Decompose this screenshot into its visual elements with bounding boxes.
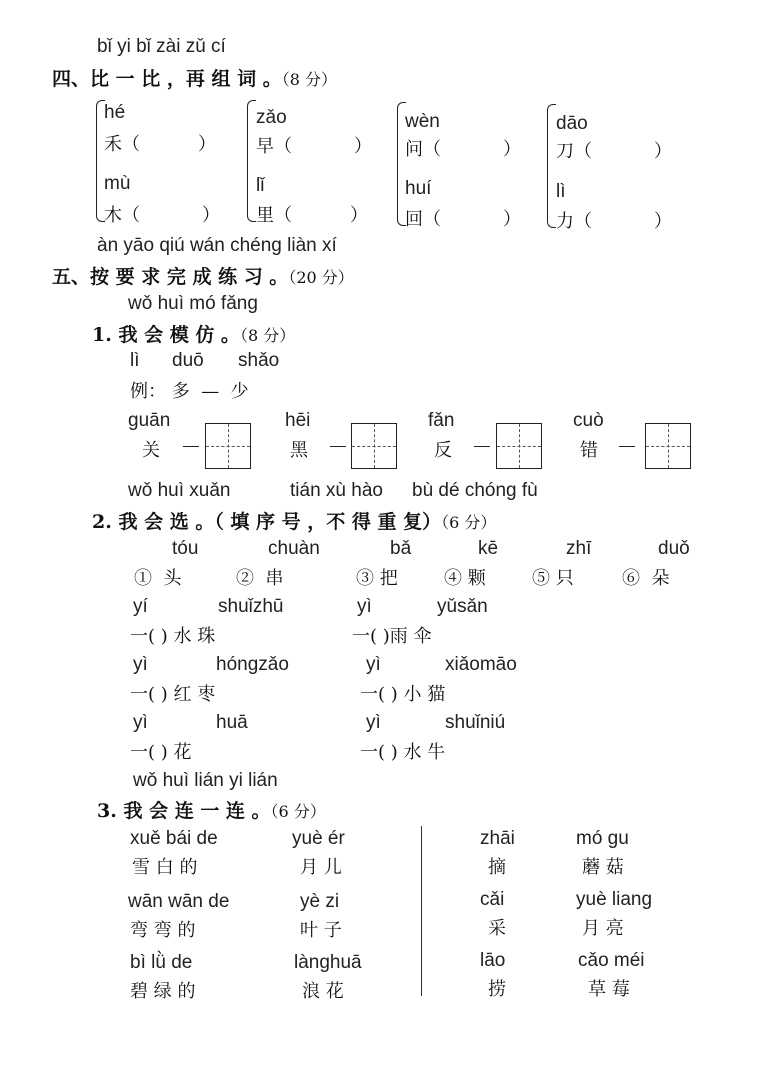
link-left-1-pinyin-1: xuě bái de (130, 828, 218, 849)
q2-title (92, 507, 496, 534)
paren: ） (654, 141, 672, 162)
option-4-mark: ④ (444, 568, 462, 589)
link-left-1-pinyin-2: yuè ér (292, 828, 345, 849)
q3-title (97, 796, 326, 823)
paren: ） (350, 205, 368, 226)
row-3-right-pinyin-2: shuǐniú (445, 712, 506, 733)
option-4-pinyin: kē (478, 538, 499, 559)
q3-score: （6 分） (270, 802, 326, 821)
paren: ） (503, 209, 521, 230)
group-3-b-item (405, 205, 521, 231)
row-3-left-pinyin-2: huā (216, 712, 248, 733)
example-label: 例： (130, 381, 166, 402)
link-right-1-pinyin-2: mó gu (576, 828, 629, 849)
group-1-a-item (104, 130, 216, 156)
option-2-char: 串 (265, 568, 284, 589)
example-pinyin-2: duō (172, 350, 204, 371)
link-right-2-pinyin-2: yuè liang (576, 889, 653, 910)
paren: （ (574, 141, 592, 162)
group-1-b-char: 木 (104, 205, 122, 226)
s4-score: （8 分） (281, 70, 337, 89)
option-2 (236, 564, 283, 590)
row-2-right-blank[interactable]: 一( ) 小 猫 (360, 684, 446, 705)
row-3-left-pinyin-1: yì (133, 712, 148, 733)
row-2-left-pinyin-2: hóngzǎo (216, 654, 289, 675)
q1-title (92, 320, 295, 347)
group-3-a-char: 问 (405, 139, 423, 160)
paren: ） (654, 211, 672, 232)
option-3 (356, 564, 398, 590)
dash (474, 446, 490, 447)
link-right-3-pinyin-1: lāo (480, 950, 506, 971)
row-3-right-pinyin-1: yì (366, 712, 381, 733)
answer-box[interactable] (645, 423, 691, 469)
example-pinyin-1: lì (130, 350, 140, 371)
row-1-left-pinyin-1: yí (133, 596, 148, 617)
row-1-left-blank[interactable]: 一( ) 水 珠 (130, 626, 216, 647)
link-left-3-pinyin-2: lànghuā (294, 952, 362, 973)
s5-pinyin: àn yāo qiú wán chéng liàn xí (97, 235, 337, 256)
link-right-1-pinyin-1: zhāi (480, 828, 515, 849)
s5-title (52, 262, 354, 289)
q3-number: 3. (97, 800, 117, 822)
q3-title-text: 我 会 连 一 连 。 (123, 800, 271, 822)
row-1-right-blank[interactable]: 一( )雨 伞 (352, 626, 432, 647)
link-left-2-word-1[interactable]: 弯 弯 的 (130, 920, 196, 941)
q2-title-text: 我 会 选 。（ 填 序 号 ，不 得 重 复） (118, 511, 442, 533)
group-2-a-char: 早 (256, 136, 274, 157)
option-6-pinyin: duǒ (658, 538, 690, 559)
option-4 (444, 564, 486, 590)
row-3-right-blank[interactable]: 一( ) 水 牛 (360, 742, 446, 763)
antonym-4-pinyin: cuò (573, 410, 604, 431)
option-3-char: 把 (379, 568, 398, 589)
answer-box[interactable] (351, 423, 397, 469)
antonym-3-char: 反 (434, 440, 452, 461)
option-1 (134, 564, 181, 590)
row-1-right-pinyin-2: yǔsǎn (437, 596, 488, 617)
option-4-char: 颗 (467, 568, 486, 589)
option-6 (622, 564, 669, 590)
paren: （ (423, 209, 441, 230)
row-1-right-pinyin-1: yì (357, 596, 372, 617)
group-4-b-pinyin: lì (556, 181, 566, 202)
link-right-3-pinyin-2: cǎo méi (578, 950, 645, 971)
paren: （ (574, 211, 592, 232)
option-5-char: 只 (555, 568, 574, 589)
link-right-1-word-1[interactable]: 摘 (488, 857, 506, 878)
paren: （ (122, 205, 140, 226)
group-3-a-item (405, 135, 521, 161)
option-1-pinyin: tóu (172, 538, 199, 559)
group-1-b-pinyin: mù (104, 173, 131, 194)
group-2-b-pinyin: lǐ (256, 175, 265, 196)
group-1-a-char: 禾 (104, 134, 122, 155)
option-2-mark: ② (236, 568, 254, 589)
antonym-4-char: 错 (580, 440, 598, 461)
group-1-a-pinyin: hé (104, 102, 126, 123)
antonym-2-char: 黑 (290, 440, 308, 461)
example-pinyin-3: shǎo (238, 350, 280, 371)
answer-box[interactable] (496, 423, 542, 469)
link-right-2-word-2[interactable]: 月 亮 (582, 918, 624, 939)
link-right-3-word-1[interactable]: 捞 (488, 979, 506, 1000)
s5-title-text: 五、按 要 求 完 成 练 习 。 (52, 266, 289, 288)
antonym-3-pinyin: fǎn (428, 410, 455, 431)
group-1-b-item (104, 201, 220, 227)
option-2-pinyin: chuàn (268, 538, 320, 559)
s5-score: （20 分） (288, 268, 354, 287)
link-left-1-word-1[interactable]: 雪 白 的 (132, 857, 198, 878)
example-word-b: 少 (230, 381, 249, 402)
group-2-b-char: 里 (256, 205, 274, 226)
q2-pinyin-c: bù dé chóng fù (412, 480, 538, 501)
option-1-char: 头 (163, 568, 182, 589)
example-dash: — (201, 381, 220, 402)
paren: （ (274, 136, 292, 157)
s4-pinyin: bǐ yi bǐ zài zǔ cí (97, 36, 226, 57)
dash (619, 446, 635, 447)
q2-number: 2. (92, 511, 112, 533)
link-left-3-word-1[interactable]: 碧 绿 的 (130, 981, 196, 1002)
link-right-2-pinyin-1: cǎi (480, 889, 505, 910)
group-2-b-item (256, 201, 368, 227)
dash (330, 446, 346, 447)
s4-title-text: 四、比 一 比 ，再 组 词 。 (52, 68, 282, 90)
q2-score: （6 分） (441, 513, 497, 532)
group-3-b-pinyin: huí (405, 178, 432, 199)
link-right-3-word-2[interactable]: 草 莓 (588, 979, 630, 1000)
brace (547, 104, 556, 228)
paren: ） (354, 136, 372, 157)
option-5 (532, 564, 574, 590)
q2-pinyin-b: tián xù hào (290, 480, 383, 501)
group-4-a-pinyin: dāo (556, 113, 588, 134)
example-word-a: 多 (171, 381, 190, 402)
row-2-right-pinyin-2: xiǎomāo (445, 654, 517, 675)
row-3-left-blank[interactable]: 一( ) 花 (130, 742, 192, 763)
paren: ） (503, 139, 521, 160)
group-4-b-char: 力 (556, 211, 574, 232)
example-line (130, 377, 249, 403)
group-2-a-pinyin: zǎo (256, 107, 287, 128)
antonym-1-char: 关 (142, 440, 160, 461)
dash (183, 446, 199, 447)
antonym-2-pinyin: hēi (285, 410, 311, 431)
option-5-mark: ⑤ (532, 568, 550, 589)
row-2-left-blank[interactable]: 一( ) 红 枣 (130, 684, 216, 705)
paren: （ (274, 205, 292, 226)
answer-box[interactable] (205, 423, 251, 469)
group-4-a-item (556, 137, 672, 163)
brace (247, 100, 256, 222)
group-2-a-item (256, 132, 372, 158)
paren: ） (198, 134, 216, 155)
option-1-mark: ① (134, 568, 152, 589)
antonym-1-pinyin: guān (128, 410, 171, 431)
row-2-right-pinyin-1: yì (366, 654, 381, 675)
q1-number: 1. (92, 324, 112, 346)
link-left-1-word-2[interactable]: 月 儿 (300, 857, 342, 878)
q1-score: （8 分） (239, 326, 296, 345)
link-right-2-word-1[interactable]: 采 (488, 918, 506, 939)
option-3-mark: ③ (356, 568, 374, 589)
group-4-b-item (556, 207, 672, 233)
q2-pinyin-a: wǒ huì xuǎn (128, 480, 231, 501)
group-3-b-char: 回 (405, 209, 423, 230)
paren: （ (122, 134, 140, 155)
paren: （ (423, 139, 441, 160)
s4-title (52, 64, 337, 91)
option-5-pinyin: zhī (566, 538, 592, 559)
link-left-2-word-2[interactable]: 叶 子 (300, 920, 342, 941)
q3-pinyin: wǒ huì lián yi lián (133, 770, 278, 791)
divider (421, 826, 422, 996)
option-6-char: 朵 (651, 568, 670, 589)
link-left-2-pinyin-2: yè zi (300, 891, 340, 912)
group-3-a-pinyin: wèn (405, 111, 440, 132)
link-left-3-pinyin-1: bì lǜ de (130, 952, 193, 973)
link-left-2-pinyin-1: wān wān de (128, 891, 230, 912)
row-2-left-pinyin-1: yì (133, 654, 148, 675)
group-4-a-char: 刀 (556, 141, 574, 162)
q1-pinyin: wǒ huì mó fǎng (128, 293, 258, 314)
link-right-1-word-2[interactable]: 蘑 菇 (582, 857, 624, 878)
option-6-mark: ⑥ (622, 568, 640, 589)
q1-title-text: 我 会 模 仿 。 (118, 324, 240, 346)
link-left-3-word-2[interactable]: 浪 花 (302, 981, 344, 1002)
row-1-left-pinyin-2: shuǐzhū (218, 596, 284, 617)
paren: ） (202, 205, 220, 226)
option-3-pinyin: bǎ (390, 538, 412, 559)
